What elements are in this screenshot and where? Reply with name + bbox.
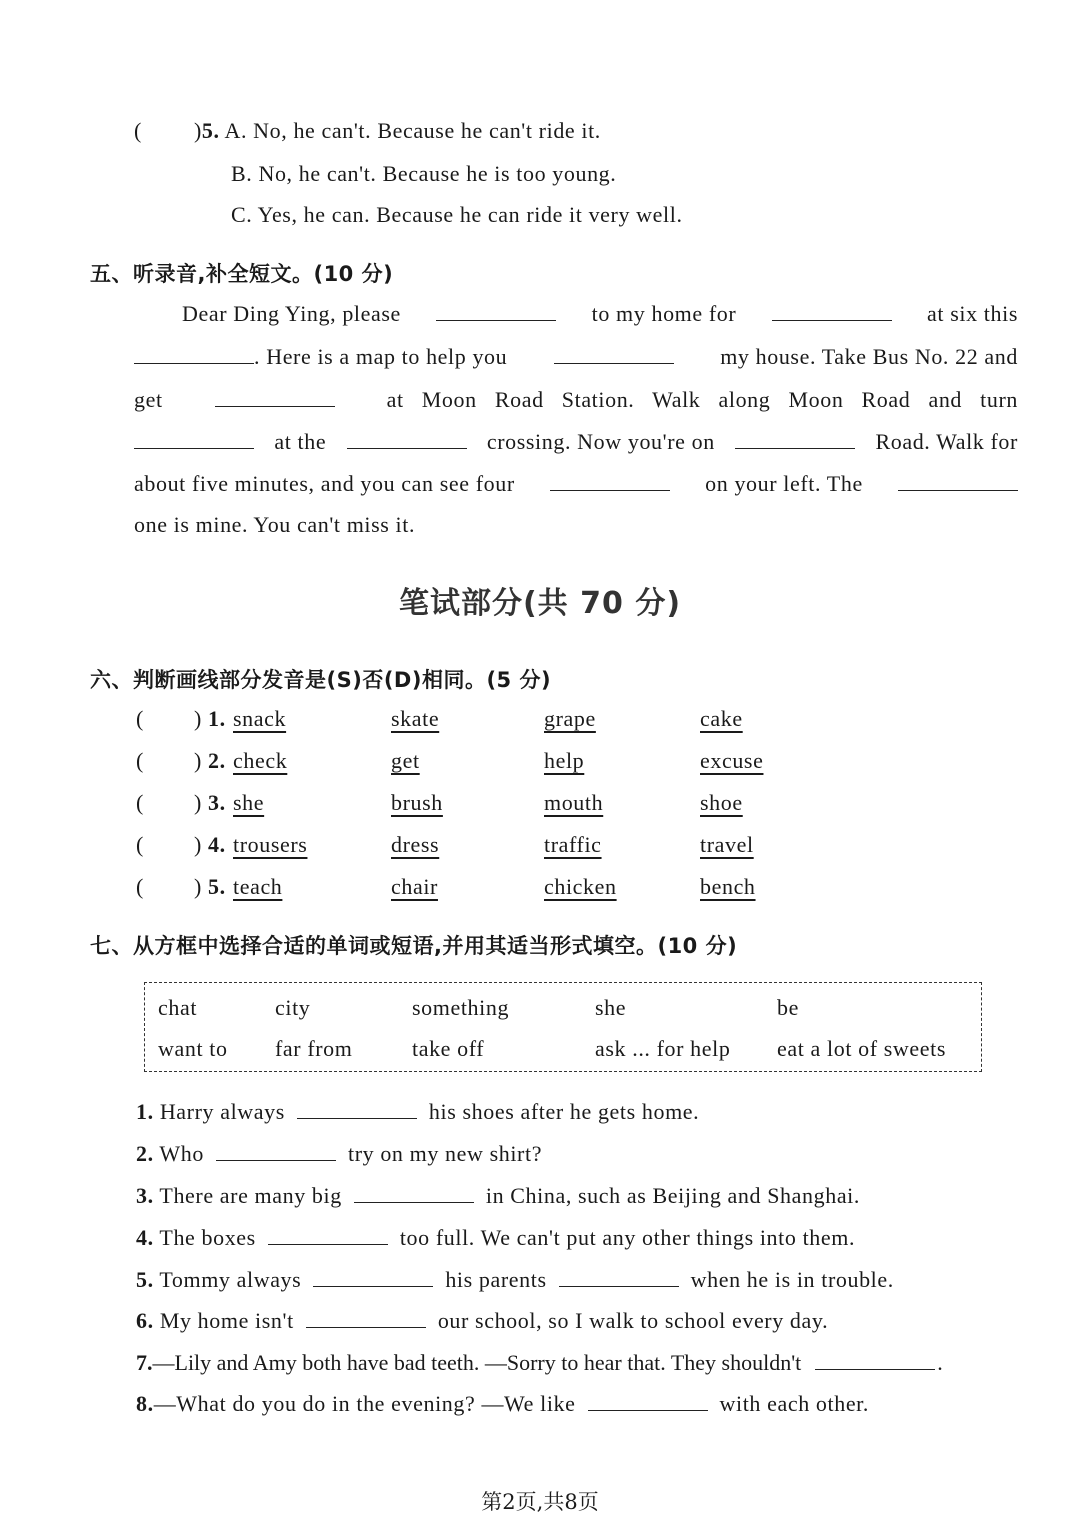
q4-item5-option-b: B. No, he can't. Because he is too young. bbox=[231, 161, 617, 186]
question-number: 7. bbox=[136, 1350, 153, 1375]
phonics-word: she bbox=[233, 790, 265, 815]
section5-heading: 五、听录音,补全短文。(10 分) bbox=[90, 262, 394, 286]
answer-paren-close: ) bbox=[193, 118, 202, 143]
page-footer: 第2页,共8页 bbox=[481, 1490, 599, 1514]
phonics-word: skate bbox=[391, 706, 440, 731]
answer-paren[interactable]: ( ) bbox=[136, 832, 202, 857]
answer-blank[interactable] bbox=[354, 1182, 474, 1203]
phonics-row bbox=[0, 874, 1080, 908]
question-number: 6. bbox=[136, 1308, 154, 1333]
passage-text: at Moon Road Station. Walk along Moon Road and turn bbox=[386, 387, 1018, 412]
question-text: . bbox=[937, 1350, 943, 1375]
word-option: city bbox=[275, 995, 311, 1020]
s7-question-2 bbox=[136, 1140, 542, 1167]
item-number: 1. bbox=[208, 706, 226, 731]
question-text: too full. We can't put any other things into them. bbox=[399, 1225, 856, 1250]
question-text: Harry always bbox=[159, 1099, 285, 1124]
answer-blank[interactable] bbox=[216, 1140, 336, 1161]
phonics-word: check bbox=[233, 748, 288, 773]
question-number: 8. bbox=[136, 1391, 154, 1416]
written-part-title: 笔试部分(共 70 分) bbox=[398, 586, 682, 621]
phonics-row bbox=[0, 706, 1080, 740]
s7-question-1 bbox=[136, 1098, 699, 1125]
question-text: There are many big bbox=[159, 1183, 342, 1208]
item-number: 5. bbox=[201, 118, 220, 143]
phonics-word: excuse bbox=[700, 748, 764, 773]
phonics-word: mouth bbox=[544, 790, 604, 815]
passage-text: get bbox=[134, 387, 163, 412]
word-option: chat bbox=[158, 995, 198, 1020]
phonics-row bbox=[0, 790, 1080, 824]
phonics-word: snack bbox=[233, 706, 287, 731]
phonics-word: chicken bbox=[544, 874, 617, 899]
question-text: our school, so I walk to school every day. bbox=[437, 1308, 829, 1333]
passage-line-1 bbox=[182, 300, 1018, 327]
passage-line-4 bbox=[134, 428, 1018, 455]
answer-blank[interactable] bbox=[436, 300, 556, 321]
option-a: A. No, he can't. Because he can't ride it. bbox=[224, 118, 601, 143]
question-text: in China, such as Beijing and Shanghai. bbox=[485, 1183, 860, 1208]
answer-blank[interactable] bbox=[268, 1224, 388, 1245]
question-number: 4. bbox=[136, 1225, 154, 1250]
answer-blank[interactable] bbox=[550, 470, 670, 491]
item-number: 5. bbox=[208, 874, 226, 899]
answer-blank[interactable] bbox=[559, 1266, 679, 1287]
phonics-word: bench bbox=[700, 874, 756, 899]
answer-paren-open: ( bbox=[134, 118, 142, 143]
section7-heading: 七、从方框中选择合适的单词或短语,并用其适当形式填空。(10 分) bbox=[90, 934, 738, 958]
section5-passage bbox=[134, 300, 1018, 540]
passage-text: about five minutes, and you can see four bbox=[134, 471, 515, 496]
passage-text: my house. Take Bus No. 22 and bbox=[720, 344, 1018, 369]
answer-blank[interactable] bbox=[306, 1307, 426, 1328]
word-option: eat a lot of sweets bbox=[777, 1036, 947, 1061]
question-text: try on my new shirt? bbox=[347, 1141, 543, 1166]
phonics-row bbox=[0, 832, 1080, 866]
s7-question-8 bbox=[136, 1390, 869, 1417]
answer-paren[interactable]: ( ) bbox=[136, 706, 202, 731]
answer-blank[interactable] bbox=[134, 428, 254, 449]
item-number: 2. bbox=[208, 748, 226, 773]
answer-paren[interactable]: ( ) bbox=[136, 790, 202, 815]
answer-blank[interactable] bbox=[772, 300, 892, 321]
q4-item5-line-a bbox=[134, 118, 601, 144]
answer-paren[interactable]: ( ) bbox=[136, 748, 202, 773]
word-bank-box bbox=[144, 982, 982, 1072]
passage-line-2 bbox=[134, 343, 1018, 370]
question-text: —Lily and Amy both have bad teeth. —Sorry to hear that. They shouldn't bbox=[152, 1350, 802, 1375]
answer-blank[interactable] bbox=[134, 343, 254, 364]
answer-paren[interactable]: ( ) bbox=[136, 874, 202, 899]
phonics-word: grape bbox=[544, 706, 596, 731]
word-option: ask ... for help bbox=[595, 1036, 731, 1061]
answer-blank[interactable] bbox=[297, 1098, 417, 1119]
word-option: she bbox=[595, 995, 627, 1020]
item-number: 4. bbox=[208, 832, 226, 857]
phonics-word: teach bbox=[233, 874, 283, 899]
question-text: his parents bbox=[445, 1267, 547, 1292]
phonics-word: get bbox=[391, 748, 420, 773]
phonics-word: travel bbox=[700, 832, 754, 857]
passage-text: Road. Walk for bbox=[875, 429, 1018, 454]
phonics-word: trousers bbox=[233, 832, 308, 857]
word-option: be bbox=[777, 995, 799, 1020]
answer-blank[interactable] bbox=[313, 1266, 433, 1287]
answer-blank[interactable] bbox=[898, 470, 1018, 491]
question-number: 3. bbox=[136, 1183, 154, 1208]
answer-blank[interactable] bbox=[735, 428, 855, 449]
passage-text: crossing. Now you're on bbox=[486, 429, 715, 454]
passage-text: to my home for bbox=[591, 301, 737, 326]
s7-question-5 bbox=[136, 1266, 894, 1293]
answer-blank[interactable] bbox=[347, 428, 467, 449]
word-option: far from bbox=[275, 1036, 353, 1061]
phonics-word: traffic bbox=[544, 832, 602, 857]
passage-text: Dear Ding Ying, please bbox=[182, 301, 401, 326]
s7-question-4 bbox=[136, 1224, 855, 1251]
phonics-word: shoe bbox=[700, 790, 743, 815]
word-option: want to bbox=[158, 1036, 228, 1061]
question-text: The boxes bbox=[159, 1225, 256, 1250]
answer-blank[interactable] bbox=[215, 386, 335, 407]
question-text: with each other. bbox=[719, 1391, 869, 1416]
answer-blank[interactable] bbox=[588, 1390, 708, 1411]
phonics-row bbox=[0, 748, 1080, 782]
phonics-word: brush bbox=[391, 790, 443, 815]
section6-heading: 六、判断画线部分发音是(S)否(D)相同。(5 分) bbox=[90, 668, 552, 692]
question-number: 1. bbox=[136, 1099, 154, 1124]
question-text: his shoes after he gets home. bbox=[428, 1099, 700, 1124]
question-text: Who bbox=[159, 1141, 204, 1166]
passage-text: on your left. The bbox=[705, 471, 863, 496]
phonics-word: dress bbox=[391, 832, 440, 857]
passage-line-3 bbox=[134, 386, 1018, 413]
s7-question-7 bbox=[136, 1349, 943, 1376]
word-option: take off bbox=[412, 1036, 485, 1061]
q4-item5-option-c: C. Yes, he can. Because he can ride it very well. bbox=[231, 202, 683, 227]
answer-blank[interactable] bbox=[554, 343, 674, 364]
question-text: when he is in trouble. bbox=[690, 1267, 894, 1292]
passage-text: one is mine. You can't miss it. bbox=[134, 512, 416, 537]
passage-line-5 bbox=[134, 470, 1018, 497]
question-number: 2. bbox=[136, 1141, 154, 1166]
passage-text: at six this bbox=[927, 301, 1018, 326]
question-text: My home isn't bbox=[159, 1308, 294, 1333]
s7-question-3 bbox=[136, 1182, 860, 1209]
passage-text: . Here is a map to help you bbox=[254, 344, 508, 369]
phonics-word: help bbox=[544, 748, 585, 773]
question-text: Tommy always bbox=[159, 1267, 302, 1292]
phonics-word: chair bbox=[391, 874, 438, 899]
passage-text: at the bbox=[274, 429, 327, 454]
item-number: 3. bbox=[208, 790, 226, 815]
passage-line-6 bbox=[134, 512, 1018, 538]
s7-question-6 bbox=[136, 1307, 828, 1334]
word-option: something bbox=[412, 995, 510, 1020]
question-number: 5. bbox=[136, 1267, 154, 1292]
question-text: —What do you do in the evening? —We like bbox=[153, 1391, 576, 1416]
answer-blank[interactable] bbox=[815, 1349, 935, 1370]
phonics-word: cake bbox=[700, 706, 743, 731]
